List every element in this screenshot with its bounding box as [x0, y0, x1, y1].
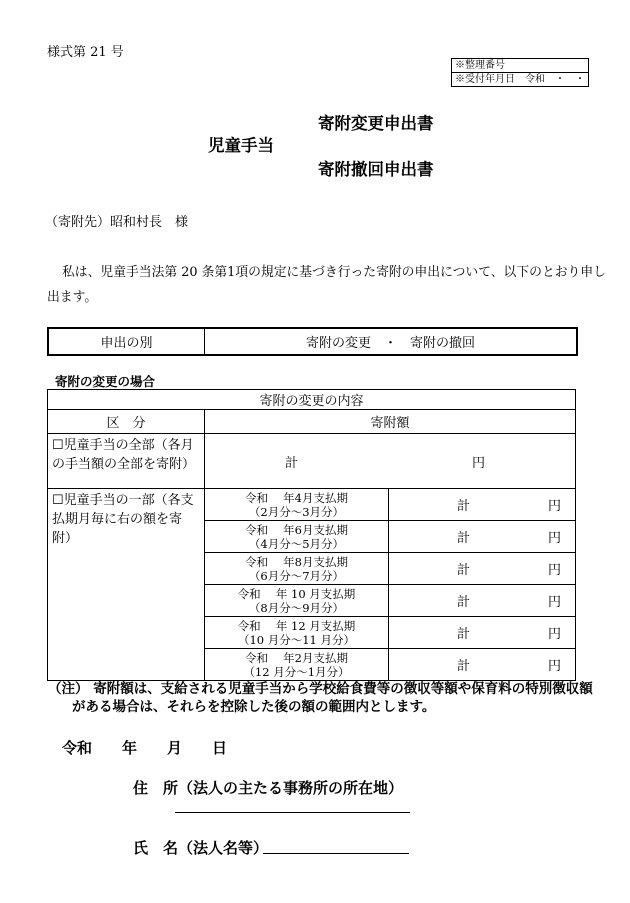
change-section-label: 寄附の変更の場合	[55, 374, 156, 389]
change-table-header: 寄附の変更の内容	[48, 390, 576, 410]
period-amount-field[interactable]: 計 円	[389, 489, 576, 521]
yen-unit: 円	[472, 455, 486, 471]
receipt-date-field[interactable]: ※受付年月日 令和 ・ ・	[452, 72, 588, 86]
date-line[interactable]: 令和 年 月 日	[62, 739, 228, 757]
name-input-line[interactable]	[263, 853, 409, 854]
column-amount: 寄附額	[205, 410, 576, 434]
reference-number-field[interactable]: ※整理番号	[455, 60, 505, 71]
request-type-label: 申出の別	[49, 329, 205, 354]
option-part-checkbox[interactable]: ☐児童手当の一部（各支払期月毎に右の額を寄附）	[48, 489, 205, 681]
request-type-table	[47, 327, 578, 356]
form-title-line1: 寄附変更申出書	[318, 114, 434, 133]
period-amount-field[interactable]: 計 円	[389, 585, 576, 617]
form-title-line2: 寄附撤回申出書	[318, 160, 434, 179]
payment-period: 令和 年8月支払期 （6月分～7月分）	[205, 553, 389, 585]
period-amount-field[interactable]: 計 円	[389, 649, 576, 681]
payment-period: 令和 年2月支払期 （12 月分～1月分）	[205, 649, 389, 681]
note-line1: （注） 寄附額は、支給される児童手当から学校給食費等の徴収等額や保育料の特別徴収額	[48, 681, 593, 697]
reference-box	[451, 58, 589, 87]
period-amount-field[interactable]: 計 円	[389, 521, 576, 553]
form-title-main: 児童手当	[208, 136, 274, 155]
period-amount-field[interactable]: 計 円	[389, 553, 576, 585]
address-input-line[interactable]	[175, 812, 410, 813]
payment-period: 令和 年6月支払期 （4月分～5月分）	[205, 521, 389, 553]
request-type-options[interactable]: 寄附の変更 ・ 寄附の撤回	[305, 336, 475, 351]
address-label: 住 所（法人の主たる事務所の所在地）	[133, 779, 404, 797]
change-table	[47, 389, 576, 681]
period-amount-field[interactable]: 計 円	[389, 617, 576, 649]
total-prefix: 計	[285, 455, 299, 471]
payment-period: 令和 年4月支払期 （2月分～3月分）	[205, 489, 389, 521]
option-all-checkbox[interactable]: ☐児童手当の全部（各月の手当額の全部を寄附）	[48, 434, 205, 489]
body-text-line1: 私は、児童手当法第 20 条第1項の規定に基づき行った寄附の申出について、以下のとおり申し	[62, 265, 606, 280]
form-number: 様式第 21 号	[47, 45, 124, 60]
note-line2: がある場合は、それらを控除した後の額の範囲内とします。	[72, 699, 436, 715]
addressee: （寄附先）昭和村長 様	[45, 215, 189, 230]
column-category: 区 分	[48, 410, 205, 434]
name-label: 氏 名（法人名等）	[133, 839, 269, 857]
body-text-line2: 出ます。	[47, 290, 98, 305]
total-amount-all-field[interactable]	[205, 434, 576, 489]
note	[48, 680, 608, 716]
payment-period: 令和 年 12 月支払期 （10 月分～11 月分）	[205, 617, 389, 649]
payment-period: 令和 年 10 月支払期 （8月分～9月分）	[205, 585, 389, 617]
